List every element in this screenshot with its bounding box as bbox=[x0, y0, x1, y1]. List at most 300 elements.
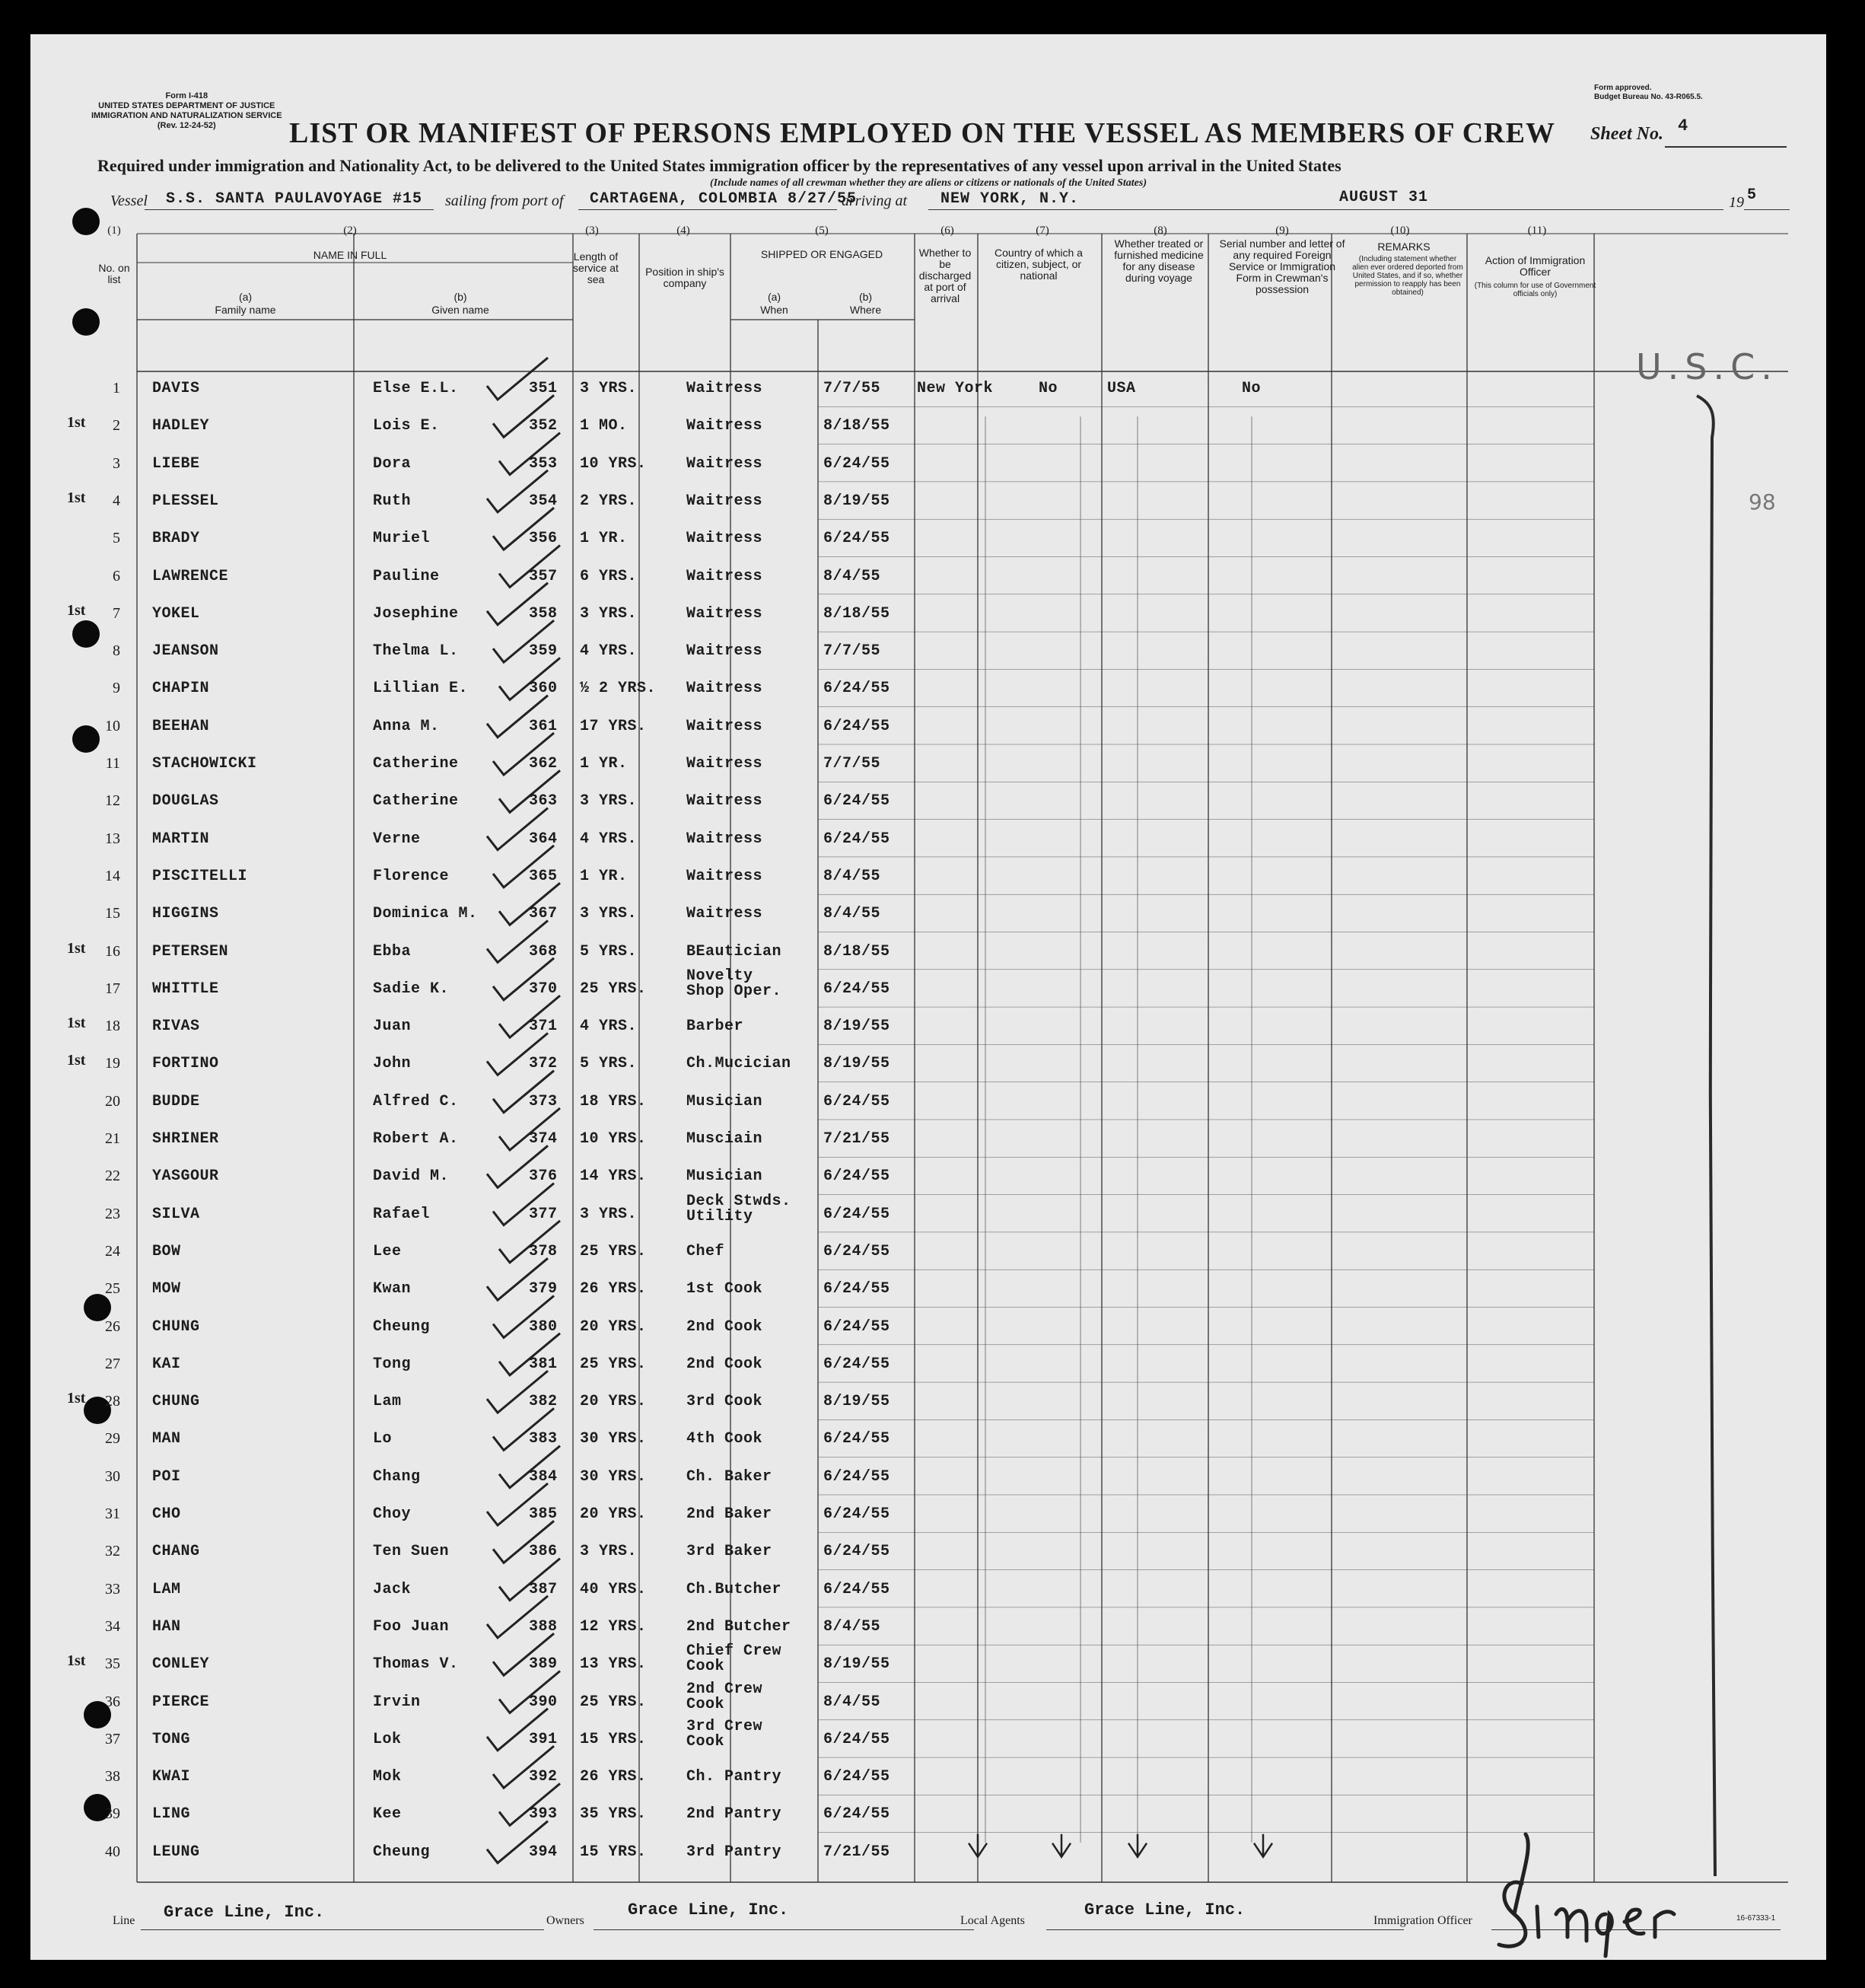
service-length: 12 YRS. bbox=[580, 1617, 647, 1636]
row-number: 14 bbox=[105, 867, 120, 884]
col3-header: Length of service at sea bbox=[573, 250, 619, 285]
budget-bureau: Budget Bureau No. 43-R065.5. bbox=[1594, 93, 1703, 101]
form-service: IMMIGRATION AND NATURALIZATION SERVICE bbox=[91, 111, 282, 120]
service-length: ½ 2 YRS. bbox=[580, 680, 657, 698]
crew-code: 373 bbox=[529, 1092, 558, 1110]
col1-number: (1) bbox=[107, 225, 121, 237]
action-column-stroke bbox=[1689, 392, 1735, 1884]
form-approved-text: Form approved. bbox=[1594, 84, 1652, 92]
service-length: 30 YRS. bbox=[580, 1430, 647, 1448]
row-number: 15 bbox=[105, 905, 120, 922]
given-name: Robert A. bbox=[373, 1130, 459, 1148]
position: Waitress bbox=[686, 680, 763, 698]
family-name: PETERSEN bbox=[152, 942, 229, 961]
given-name: Lam bbox=[373, 1393, 402, 1411]
punch-hole bbox=[72, 308, 100, 336]
family-name: STACHOWICKI bbox=[152, 755, 257, 773]
arriving-label: arriving at bbox=[842, 193, 908, 209]
family-name: RIVAS bbox=[152, 1018, 200, 1036]
shipped-when: 6/24/55 bbox=[823, 1768, 890, 1786]
col6-header: Whether to be discharged at port of arrival bbox=[918, 247, 972, 304]
position: Waitress bbox=[686, 755, 763, 773]
family-name: KAI bbox=[152, 1355, 181, 1373]
position: 1st Cook bbox=[686, 1280, 763, 1298]
col4-header: Position in ship's company bbox=[645, 266, 724, 289]
family-name: CHANG bbox=[152, 1543, 200, 1561]
col8-header: Whether treated or furnished medicine for any disease during voyage bbox=[1114, 237, 1204, 284]
row-list-marker: 1st bbox=[67, 489, 86, 506]
arrival-date: AUGUST 31 bbox=[1339, 189, 1429, 206]
given-name: Lillian E. bbox=[373, 680, 469, 698]
family-name: DAVIS bbox=[152, 380, 200, 397]
service-length: 1 YR. bbox=[580, 755, 628, 773]
sheet-underline bbox=[1665, 146, 1787, 148]
service-length: 14 YRS. bbox=[580, 1168, 647, 1186]
service-length: 10 YRS. bbox=[580, 1130, 647, 1148]
position: Ch.Mucician bbox=[686, 1055, 791, 1073]
col6-number: (6) bbox=[940, 225, 954, 237]
vessel-label: Vessel bbox=[110, 193, 148, 209]
service-length: 4 YRS. bbox=[580, 642, 638, 661]
row-number: 2 bbox=[113, 417, 120, 435]
position: Waitress bbox=[686, 905, 763, 923]
family-name: LAWRENCE bbox=[152, 567, 229, 585]
crew-code: 385 bbox=[529, 1505, 558, 1523]
position: Chef bbox=[686, 1242, 725, 1260]
crew-code: 370 bbox=[529, 980, 558, 998]
given-name: Ebba bbox=[373, 942, 412, 961]
family-name: DOUGLAS bbox=[152, 792, 219, 811]
given-name: Cheung bbox=[373, 1843, 431, 1861]
service-length: 1 YR. bbox=[580, 867, 628, 885]
agents-label: Local Agents bbox=[960, 1914, 1025, 1927]
row-number: 33 bbox=[105, 1580, 120, 1598]
sailing-label: sailing from port of bbox=[445, 193, 564, 209]
port-underline bbox=[578, 209, 837, 210]
row-number: 12 bbox=[105, 792, 120, 810]
action-annotation: U.S.C. bbox=[1636, 346, 1778, 387]
col9-number: (9) bbox=[1275, 225, 1289, 237]
position: Chief Crew bbox=[686, 1642, 782, 1661]
row-number: 1 bbox=[113, 380, 120, 397]
family-name: YOKEL bbox=[152, 604, 200, 623]
given-name: Alfred C. bbox=[373, 1092, 459, 1110]
given-name: Rafael bbox=[373, 1205, 431, 1223]
shipped-when: 6/24/55 bbox=[823, 530, 890, 548]
given-name: Sadie K. bbox=[373, 980, 450, 998]
row-number: 5 bbox=[113, 530, 120, 547]
shipped-when: 6/24/55 bbox=[823, 1430, 890, 1448]
crew-code: 381 bbox=[529, 1355, 558, 1373]
given-name: Muriel bbox=[373, 530, 431, 548]
given-name: Anna M. bbox=[373, 717, 440, 735]
col7-number: (7) bbox=[1036, 225, 1049, 237]
position: Waitress bbox=[686, 792, 763, 811]
col10-header: REMARKS bbox=[1377, 241, 1431, 253]
position: Waitress bbox=[686, 492, 763, 510]
given-name: Thelma L. bbox=[373, 642, 459, 661]
crew-code: 378 bbox=[529, 1242, 558, 1260]
family-name: LIEBE bbox=[152, 454, 200, 473]
sheet-label: Sheet No. bbox=[1590, 124, 1663, 144]
shipped-when: 6/24/55 bbox=[823, 1543, 890, 1561]
shipped-when: 6/24/55 bbox=[823, 1168, 890, 1186]
agents-value: Grace Line, Inc. bbox=[1084, 1900, 1246, 1920]
family-name: BOW bbox=[152, 1242, 181, 1260]
shipped-when: 8/4/55 bbox=[823, 1693, 881, 1711]
crew-code: 361 bbox=[529, 717, 558, 735]
given-name: Lee bbox=[373, 1242, 402, 1260]
position: 3rd Baker bbox=[686, 1543, 772, 1561]
service-length: 25 YRS. bbox=[580, 1693, 647, 1711]
crew-code: 394 bbox=[529, 1843, 558, 1861]
family-name: CHUNG bbox=[152, 1393, 200, 1411]
shipped-when: 6/24/55 bbox=[823, 1242, 890, 1260]
col5a-header: When bbox=[760, 304, 788, 316]
row-number: 16 bbox=[105, 942, 120, 960]
position: Waitress bbox=[686, 567, 763, 585]
row-list-marker: 1st bbox=[67, 414, 86, 432]
row-number: 30 bbox=[105, 1467, 120, 1485]
crew-code: 372 bbox=[529, 1055, 558, 1073]
given-name: Chang bbox=[373, 1467, 421, 1486]
shipped-when: 8/19/55 bbox=[823, 1055, 890, 1073]
form-number: Form I-418 bbox=[165, 91, 208, 100]
form-print-code: 16-67333-1 bbox=[1736, 1914, 1776, 1923]
row-number: 19 bbox=[105, 1055, 120, 1072]
row-number: 32 bbox=[105, 1543, 120, 1560]
row-number: 40 bbox=[105, 1843, 120, 1860]
voyage-number: VOYAGE #15 bbox=[323, 190, 423, 208]
shipped-when: 6/24/55 bbox=[823, 1205, 890, 1223]
family-name: FORTINO bbox=[152, 1055, 219, 1073]
position: Waitress bbox=[686, 867, 763, 885]
ditto-arrow bbox=[969, 1834, 987, 1857]
service-length: 4 YRS. bbox=[580, 1018, 638, 1036]
col2a-header: Family name bbox=[215, 304, 276, 316]
shipped-when: 8/4/55 bbox=[823, 867, 881, 885]
arrival-port: NEW YORK, N.Y. bbox=[940, 190, 1080, 208]
service-length: 15 YRS. bbox=[580, 1843, 647, 1861]
row-number: 39 bbox=[105, 1805, 120, 1823]
crew-code: 392 bbox=[529, 1768, 558, 1786]
col10-note: (Including statement whether alien ever ordered deported from United States, and if so, whether permission to reapply has been obtained) bbox=[1352, 255, 1463, 297]
col2a-number: (a) bbox=[238, 291, 253, 303]
given-name: Tong bbox=[373, 1355, 412, 1373]
crew-code: 365 bbox=[529, 867, 558, 885]
ditto-arrow bbox=[1254, 1834, 1272, 1857]
service-length: 26 YRS. bbox=[580, 1280, 647, 1298]
row-number: 4 bbox=[113, 492, 120, 509]
crew-code: 390 bbox=[529, 1693, 558, 1711]
position: Ch. Baker bbox=[686, 1467, 772, 1486]
position: 2nd Cook bbox=[686, 1317, 763, 1336]
position: Waitress bbox=[686, 830, 763, 848]
col5-header: SHIPPED OR ENGAGED bbox=[760, 248, 883, 260]
position: Musciain bbox=[686, 1130, 763, 1148]
service-length: 20 YRS. bbox=[580, 1317, 647, 1336]
punch-hole bbox=[72, 208, 100, 235]
owners-label: Owners bbox=[546, 1914, 584, 1927]
crew-code: 357 bbox=[529, 567, 558, 585]
service-length: 3 YRS. bbox=[580, 1543, 638, 1561]
service-length: 1 MO. bbox=[580, 417, 628, 435]
given-name: Thomas V. bbox=[373, 1655, 459, 1674]
owners-value: Grace Line, Inc. bbox=[628, 1900, 789, 1920]
owners-underline bbox=[594, 1929, 974, 1930]
form-approval bbox=[1594, 84, 1703, 102]
service-length: 5 YRS. bbox=[580, 942, 638, 961]
col2-header: NAME IN FULL bbox=[313, 249, 387, 261]
given-name: Dora bbox=[373, 454, 412, 473]
given-name: Kwan bbox=[373, 1280, 412, 1298]
family-name: HADLEY bbox=[152, 417, 210, 435]
family-name: LAM bbox=[152, 1580, 181, 1598]
family-name: PIERCE bbox=[152, 1693, 210, 1711]
service-length: 40 YRS. bbox=[580, 1580, 647, 1598]
family-name: MOW bbox=[152, 1280, 181, 1298]
crew-code: 377 bbox=[529, 1205, 558, 1223]
departure-port: CARTAGENA, COLOMBIA 8/27/55 bbox=[590, 190, 858, 208]
family-name: TONG bbox=[152, 1730, 191, 1748]
ditto-arrow bbox=[1128, 1834, 1147, 1857]
shipped-when: 6/24/55 bbox=[823, 1505, 890, 1523]
punch-hole bbox=[72, 620, 100, 648]
given-name: Ruth bbox=[373, 492, 412, 510]
shipped-when: 7/21/55 bbox=[823, 1843, 890, 1861]
given-name: Cheung bbox=[373, 1317, 431, 1336]
row-number: 13 bbox=[105, 830, 120, 847]
row-number: 38 bbox=[105, 1768, 120, 1786]
service-length: 3 YRS. bbox=[580, 905, 638, 923]
row-number: 18 bbox=[105, 1018, 120, 1035]
crew-code: 352 bbox=[529, 417, 558, 435]
vessel-underline bbox=[145, 209, 434, 210]
form-agency: UNITED STATES DEPARTMENT OF JUSTICE bbox=[98, 101, 275, 110]
position: Waitress bbox=[686, 454, 763, 473]
service-length: 35 YRS. bbox=[580, 1805, 647, 1824]
row-number: 26 bbox=[105, 1317, 120, 1335]
given-name: Kee bbox=[373, 1805, 402, 1824]
row-number: 6 bbox=[113, 567, 120, 585]
position-line2: Cook bbox=[686, 1732, 725, 1751]
shipped-when: 8/18/55 bbox=[823, 417, 890, 435]
row-number: 28 bbox=[105, 1393, 120, 1410]
shipped-when: 7/21/55 bbox=[823, 1130, 890, 1148]
service-length: 5 YRS. bbox=[580, 1055, 638, 1073]
col2-number: (2) bbox=[343, 225, 357, 237]
family-name: LEUNG bbox=[152, 1843, 200, 1861]
shipped-when: 8/18/55 bbox=[823, 942, 890, 961]
position: 2nd Cook bbox=[686, 1355, 763, 1373]
shipped-when: 8/19/55 bbox=[823, 1655, 890, 1674]
given-name: Lo bbox=[373, 1430, 393, 1448]
service-length: 17 YRS. bbox=[580, 717, 647, 735]
service-length: 20 YRS. bbox=[580, 1505, 647, 1523]
position: Waitress bbox=[686, 380, 763, 397]
service-length: 4 YRS. bbox=[580, 830, 638, 848]
position: Musician bbox=[686, 1168, 763, 1186]
family-name: CHO bbox=[152, 1505, 181, 1523]
row-number: 27 bbox=[105, 1355, 120, 1372]
row-list-marker: 1st bbox=[67, 1390, 86, 1407]
shipped-when: 8/18/55 bbox=[823, 604, 890, 623]
crew-code: 354 bbox=[529, 492, 558, 510]
position: 2nd Butcher bbox=[686, 1617, 791, 1636]
family-name: SILVA bbox=[152, 1205, 200, 1223]
officer-label: Immigration Officer bbox=[1373, 1914, 1472, 1927]
line-label: Line bbox=[113, 1914, 135, 1927]
family-name: MAN bbox=[152, 1430, 181, 1448]
position: Barber bbox=[686, 1018, 744, 1036]
row-number: 22 bbox=[105, 1168, 120, 1185]
service-length: 6 YRS. bbox=[580, 567, 638, 585]
row-number: 9 bbox=[113, 680, 120, 697]
col11-note: (This column for use of Government officials only) bbox=[1474, 282, 1596, 298]
shipped-when: 6/24/55 bbox=[823, 454, 890, 473]
family-name: MARTIN bbox=[152, 830, 210, 848]
crew-code: 379 bbox=[529, 1280, 558, 1298]
given-name: Choy bbox=[373, 1505, 412, 1523]
col9-header: Serial number and letter of any required Foreign Service or Immigration Form in Crewman's possession bbox=[1219, 237, 1345, 295]
treated-flag: No bbox=[1242, 380, 1262, 397]
row-list-marker: 1st bbox=[67, 1052, 86, 1069]
row-list-marker: 1st bbox=[67, 1652, 86, 1670]
service-length: 13 YRS. bbox=[580, 1655, 647, 1674]
position: Ch. Pantry bbox=[686, 1768, 782, 1786]
col11-header: Action of Immigration Officer bbox=[1485, 254, 1586, 278]
col3-number: (3) bbox=[585, 225, 599, 237]
given-name: Catherine bbox=[373, 792, 459, 811]
row-number: 37 bbox=[105, 1730, 120, 1747]
crew-code: 374 bbox=[529, 1130, 558, 1148]
position: 2nd Crew bbox=[686, 1680, 763, 1698]
requirement-text: Required under immigration and Nationality Act, to be delivered to the United States immigration officer by the representatives of any vessel upon arrival in the United States bbox=[97, 156, 1341, 175]
family-name: WHITTLE bbox=[152, 980, 219, 998]
family-name: POI bbox=[152, 1467, 181, 1486]
crew-code: 393 bbox=[529, 1805, 558, 1824]
position: BEautician bbox=[686, 942, 782, 961]
shipped-when: 8/19/55 bbox=[823, 1018, 890, 1036]
family-name: HAN bbox=[152, 1617, 181, 1636]
given-name: Lok bbox=[373, 1730, 402, 1748]
year-underline bbox=[1744, 209, 1790, 210]
shipped-when: 7/7/55 bbox=[823, 755, 881, 773]
shipped-when: 6/24/55 bbox=[823, 980, 890, 998]
service-length: 3 YRS. bbox=[580, 380, 638, 397]
shipped-when: 8/19/55 bbox=[823, 1393, 890, 1411]
shipped-where: New York bbox=[917, 380, 994, 397]
crew-code: 380 bbox=[529, 1317, 558, 1336]
crew-code: 391 bbox=[529, 1730, 558, 1748]
col1-header: No. on list bbox=[98, 262, 130, 285]
crew-code: 362 bbox=[529, 755, 558, 773]
given-name: Mok bbox=[373, 1768, 402, 1786]
form-revision: (Rev. 12-24-52) bbox=[157, 121, 216, 130]
row-number: 25 bbox=[105, 1280, 120, 1298]
crew-code: 376 bbox=[529, 1168, 558, 1186]
position: Deck Stwds. bbox=[686, 1192, 791, 1210]
include-note: (Include names of all crewman whether they are aliens or citizens or nationals of the United States) bbox=[709, 177, 1147, 189]
family-name: SHRINER bbox=[152, 1130, 219, 1148]
shipped-when: 6/24/55 bbox=[823, 717, 890, 735]
shipped-when: 6/24/55 bbox=[823, 680, 890, 698]
crew-code: 368 bbox=[529, 942, 558, 961]
col10-number: (10) bbox=[1390, 225, 1410, 237]
row-number: 34 bbox=[105, 1617, 120, 1635]
position-line2: Shop Oper. bbox=[686, 982, 782, 1000]
shipped-when: 8/4/55 bbox=[823, 1617, 881, 1636]
row-number: 7 bbox=[113, 604, 120, 622]
row-number: 8 bbox=[113, 642, 120, 660]
service-length: 3 YRS. bbox=[580, 792, 638, 811]
col2b-header: Given name bbox=[431, 304, 489, 316]
shipped-when: 8/19/55 bbox=[823, 492, 890, 510]
position: 3rd Crew bbox=[686, 1717, 763, 1735]
shipped-when: 6/24/55 bbox=[823, 1805, 890, 1824]
service-length: 25 YRS. bbox=[580, 980, 647, 998]
position: 3rd Pantry bbox=[686, 1843, 782, 1861]
sheet-number: 4 bbox=[1678, 116, 1688, 135]
given-name: Juan bbox=[373, 1018, 412, 1036]
given-name: Dominica M. bbox=[373, 905, 478, 923]
shipped-when: 7/7/55 bbox=[823, 380, 881, 397]
row-list-marker: 1st bbox=[67, 939, 86, 957]
row-number: 11 bbox=[105, 755, 120, 772]
row-number: 29 bbox=[105, 1430, 120, 1448]
position: Musician bbox=[686, 1092, 763, 1110]
family-name: PLESSEL bbox=[152, 492, 219, 510]
family-name: CONLEY bbox=[152, 1655, 210, 1674]
col5a-number: (a) bbox=[767, 291, 781, 303]
service-length: 25 YRS. bbox=[580, 1242, 647, 1260]
row-number: 20 bbox=[105, 1092, 120, 1110]
col5b-header: Where bbox=[849, 304, 882, 316]
position-line2: Cook bbox=[686, 1695, 725, 1713]
row-number: 36 bbox=[105, 1693, 120, 1710]
shipped-when: 6/24/55 bbox=[823, 1280, 890, 1298]
position: 3rd Cook bbox=[686, 1393, 763, 1411]
row-list-marker: 1st bbox=[67, 1015, 86, 1032]
crew-code: 353 bbox=[529, 454, 558, 473]
given-name: Foo Juan bbox=[373, 1617, 450, 1636]
service-length: 30 YRS. bbox=[580, 1467, 647, 1486]
service-length: 3 YRS. bbox=[580, 604, 638, 623]
form-identifier bbox=[91, 91, 282, 131]
shipped-when: 8/4/55 bbox=[823, 567, 881, 585]
shipped-when: 6/24/55 bbox=[823, 1355, 890, 1373]
crew-code: 387 bbox=[529, 1580, 558, 1598]
position: Waitress bbox=[686, 642, 763, 661]
col2b-number: (b) bbox=[454, 291, 467, 303]
service-length: 26 YRS. bbox=[580, 1768, 647, 1786]
given-name: Verne bbox=[373, 830, 421, 848]
given-name: Florence bbox=[373, 867, 450, 885]
position-line2: Cook bbox=[686, 1658, 725, 1676]
crew-code: 364 bbox=[529, 830, 558, 848]
margin-number: 98 bbox=[1749, 489, 1776, 515]
col7-header: Country of which a citizen, subject, or national bbox=[995, 247, 1083, 282]
shipped-when: 6/24/55 bbox=[823, 1467, 890, 1486]
service-length: 18 YRS. bbox=[580, 1092, 647, 1110]
shipped-when: 6/24/55 bbox=[823, 1580, 890, 1598]
row-number: 10 bbox=[105, 717, 120, 734]
crew-code: 383 bbox=[529, 1430, 558, 1448]
service-length: 20 YRS. bbox=[580, 1393, 647, 1411]
service-length: 2 YRS. bbox=[580, 492, 638, 510]
shipped-when: 6/24/55 bbox=[823, 792, 890, 811]
position: Waitress bbox=[686, 530, 763, 548]
